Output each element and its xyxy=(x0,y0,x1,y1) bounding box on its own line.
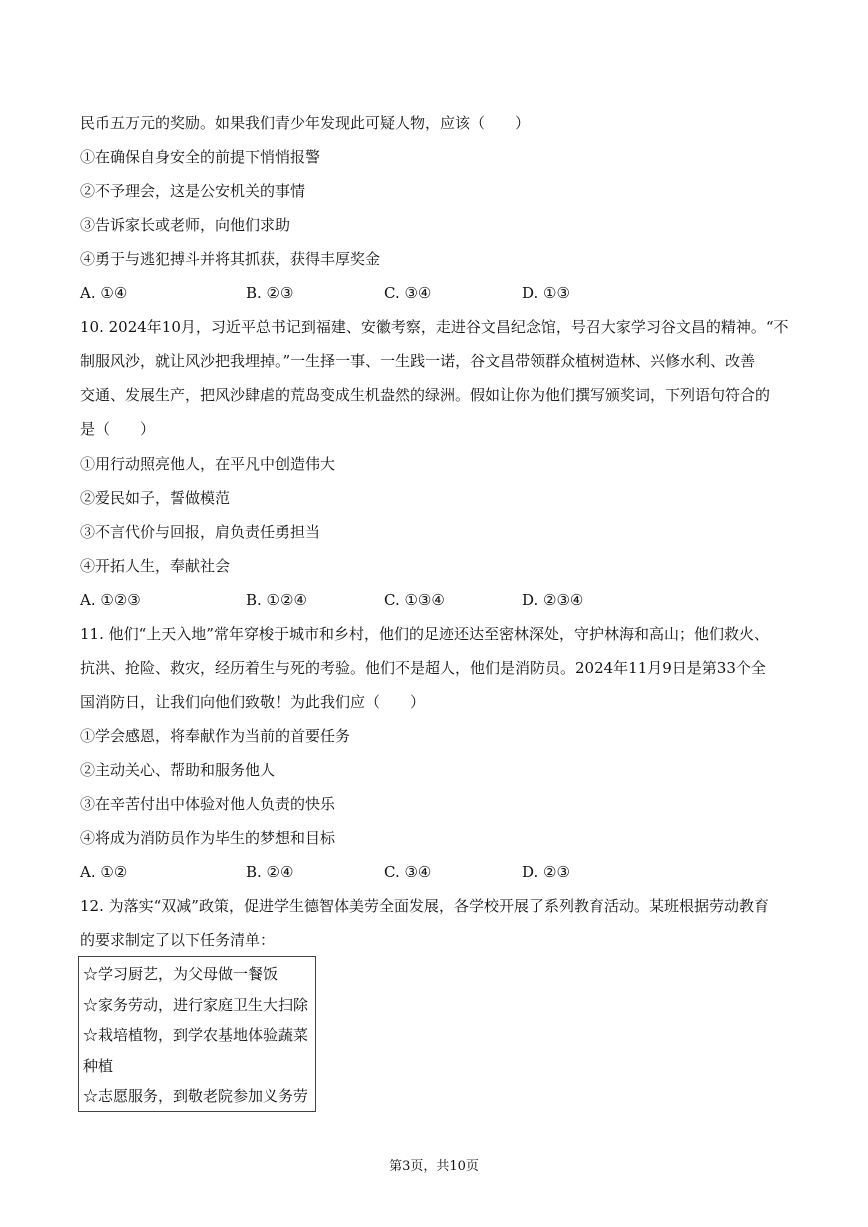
q10-option-a[interactable]: A. ①②③ xyxy=(80,591,141,609)
q11-stem-line-3: 国消防日，让我们向他们致敬！为此我们应（ ） xyxy=(80,693,426,711)
q12-stem-line-2: 的要求制定了以下任务清单： xyxy=(80,931,276,949)
q11-options xyxy=(80,862,800,882)
q10-statement-1: ①用行动照亮他人，在平凡中创造伟大 xyxy=(80,455,336,473)
q11-option-b[interactable]: B. ②④ xyxy=(246,863,294,881)
q10-statement-2: ②爱民如子，誓做模范 xyxy=(80,489,231,507)
q9-statement-2: ②不予理会，这是公安机关的事情 xyxy=(80,182,306,200)
q9-options xyxy=(80,283,800,303)
q9-option-b[interactable]: B. ②③ xyxy=(246,284,294,302)
q10-statement-4: ④开拓人生，奉献社会 xyxy=(80,557,231,575)
task-item-2: ☆家务劳动，进行家庭卫生大扫除 xyxy=(83,995,309,1014)
q9-stem-tail: 民币五万元的奖励。如果我们青少年发现此可疑人物，应该（ ） xyxy=(80,114,531,132)
q10-stem-line-1: 10. 2024年10月，习近平总书记到福建、安徽考察，走进谷文昌纪念馆，号召大家学习谷文昌的精神。“不 xyxy=(80,318,789,336)
q10-option-c[interactable]: C. ①③④ xyxy=(384,591,445,609)
q10-option-d[interactable]: D. ②③④ xyxy=(522,591,584,609)
q10-stem-line-2: 制服风沙，就让风沙把我埋掉。”一生择一事、一生践一诺，谷文昌带领群众植树造林、兴修水利、改善 xyxy=(80,352,756,370)
page-number: 第3页，共10页 xyxy=(389,1159,479,1174)
q11-stem-line-2: 抗洪、抢险、救灾，经历着生与死的考验。他们不是超人，他们是消防员。2024年11月9日是第33个全 xyxy=(80,659,766,677)
q11-statement-4: ④将成为消防员作为毕生的梦想和目标 xyxy=(80,829,336,847)
task-list-box xyxy=(78,956,316,1112)
q9-option-d[interactable]: D. ①③ xyxy=(522,284,570,302)
q11-statement-2: ②主动关心、帮助和服务他人 xyxy=(80,761,276,779)
q11-option-a[interactable]: A. ①② xyxy=(80,863,128,881)
task-item-4: ☆志愿服务，到敬老院参加义务劳 xyxy=(83,1087,309,1105)
q11-statement-3: ③在辛苦付出中体验对他人负责的快乐 xyxy=(80,795,336,813)
q10-options xyxy=(80,590,800,610)
q9-statement-3: ③告诉家长或老师，向他们求助 xyxy=(80,216,291,234)
q9-statement-4: ④勇于与逃犯搏斗并将其抓获，获得丰厚奖金 xyxy=(80,250,381,268)
q9-option-a[interactable]: A. ①④ xyxy=(80,284,128,302)
q9-option-c[interactable]: C. ③④ xyxy=(384,284,432,302)
q11-option-d[interactable]: D. ②③ xyxy=(522,863,570,881)
task-item-1: ☆学习厨艺，为父母做一餐饭 xyxy=(83,965,279,983)
q12-stem-line-1: 12. 为落实“双减”政策，促进学生德智体美劳全面发展，各学校开展了系列教育活动。某班根据劳动教育 xyxy=(80,897,769,915)
q9-statement-1: ①在确保自身安全的前提下悄悄报警 xyxy=(80,148,321,166)
q11-stem-line-1: 11. 他们“上天入地”常年穿梭于城市和乡村，他们的足迹还达至密林深处，守护林海和高山；他们救火、 xyxy=(80,625,769,643)
q11-option-c[interactable]: C. ③④ xyxy=(384,863,432,881)
q10-option-b[interactable]: B. ①②④ xyxy=(246,591,307,609)
q10-statement-3: ③不言代价与回报，肩负责任勇担当 xyxy=(80,523,321,541)
q10-stem-line-4: 是（ ） xyxy=(80,420,156,438)
q10-stem-line-3: 交通、发展生产，把风沙肆虐的荒岛变成生机盎然的绿洲。假如让你为他们撰写颁奖词，下列语句符合的 xyxy=(80,386,771,404)
q11-statement-1: ①学会感恩，将奉献作为当前的首要任务 xyxy=(80,727,351,745)
task-item-3: ☆栽培植物，到学农基地体验蔬菜种植 xyxy=(83,1026,309,1075)
